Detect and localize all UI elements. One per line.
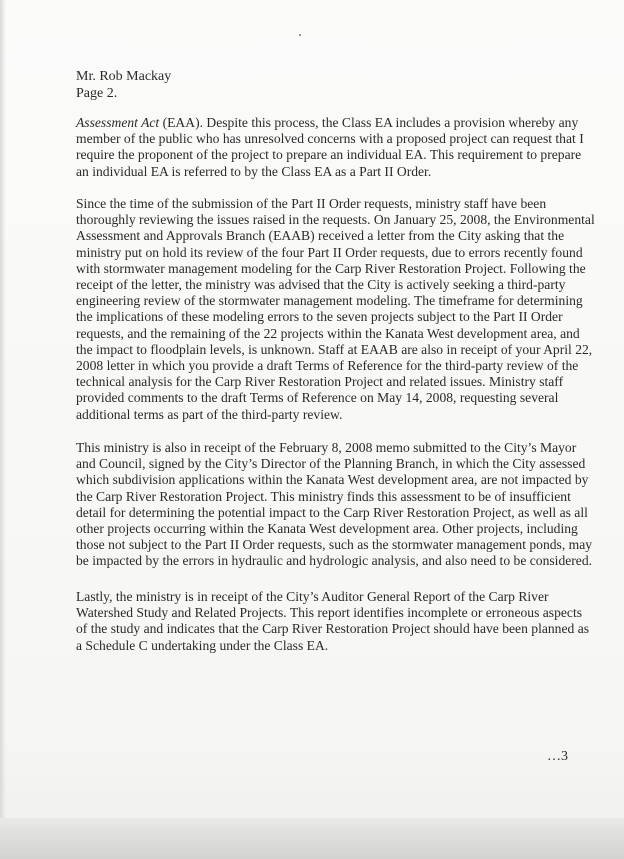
scan-bottom-band — [0, 818, 624, 859]
paragraph-1-text: (EAA). Despite this process, the Class EA includes a provision whereby any member of the public who has unresolved concerns with a proposed project can request that I require the proponent of the project to prepare an individual EA. This requirement to prepare an individual EA is referred to by the Class EA as a Part II Order. — [76, 115, 584, 179]
paragraph-4: Lastly, the ministry is in receipt of the City’s Auditor General Report of the Carp River Watershed Study and Related Projects. This report identifies incomplete or erroneous aspects of the study and indicates that the Carp River Restoration Project should have been planned as a Schedule C undertaking under the Class EA. — [76, 589, 590, 653]
continuation-marker: …3 — [547, 749, 568, 764]
act-title: Assessment Act — [76, 115, 160, 130]
scan-speck — [299, 34, 301, 36]
paragraph-2: Since the time of the submission of the Part II Order requests, ministry staff have been thoroughly reviewing the issues raised in the requests. On January 25, 2008, the Environmental Assessment and Approvals Branch (EAAB) received a letter from the City asking that the ministry put on hold its review of the four Part II Order requests, due to errors recently found with stormwater management modeling for the Carp River Restoration Project. Following the receipt of the letter, the ministry was advised that the City is actively seeking a third-party engineering review of the stormwater management modeling. The timeframe for determining the implications of these modeling errors to the seven projects subject to the Part II Order requests, and the remaining of the 22 projects within the Kanata West development area, and the impact to floodplain levels, is unknown. Staff at EAAB are also in receipt of your April 22, 2008 letter in which you provide a draft Terms of Reference for the third-party review of the technical analysis for the Carp River Restoration Project and related issues. Ministry staff provided comments to the draft Terms of Reference on May 14, 2008, requesting several additional terms as part of the third-party review. — [76, 196, 595, 422]
page-label: Page 2. — [76, 86, 118, 101]
addressee-block — [76, 68, 171, 102]
paragraph-3: This ministry is also in receipt of the February 8, 2008 memo submitted to the City’s Mayor and Council, signed by the City’s Director of the Planning Branch, in which the City assessed which subdivision applications within the Kanata West development area, are not impacted by the Carp River Restoration Project. This ministry finds this assessment to be of insufficient detail for determining the potential impact to the Carp River Restoration Project, as well as all other projects occurring within the Kanata West development area. Other projects, including those not subject to the Part II Order requests, such as the stormwater management ponds, may be impacted by the errors in hydraulic and hydrologic analysis, and also need to be considered. — [76, 440, 593, 569]
scan-edge-shadow — [0, 0, 6, 859]
paragraph-1 — [76, 115, 596, 180]
recipient-name: Mr. Rob Mackay — [76, 69, 172, 84]
